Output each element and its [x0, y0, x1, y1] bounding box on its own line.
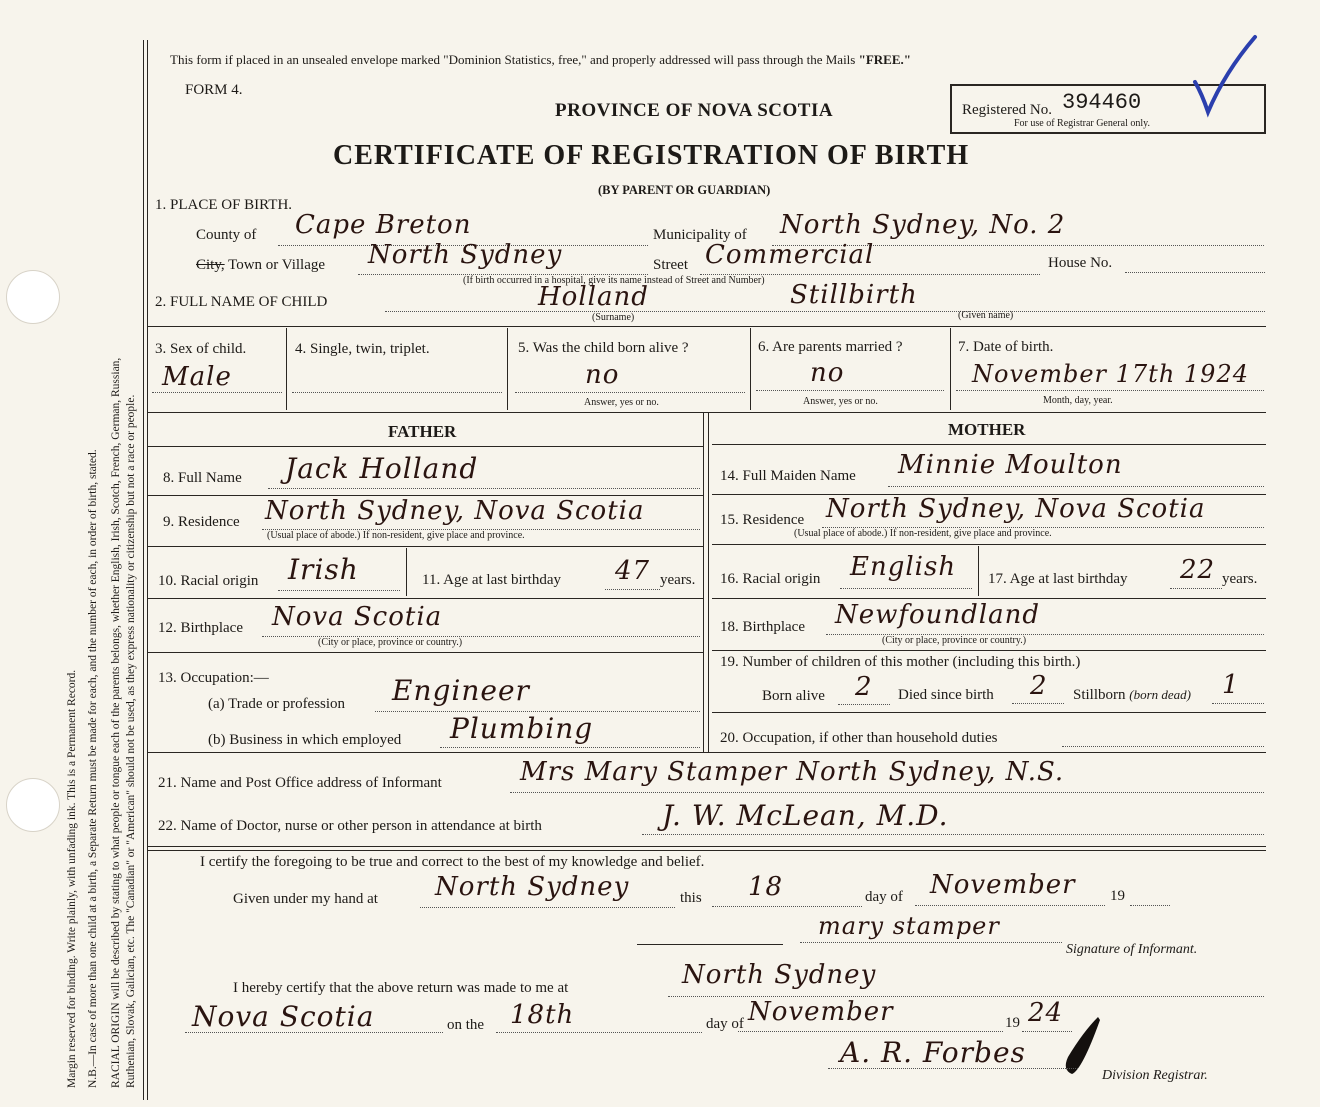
- registrar-place-value: North Sydney: [682, 960, 877, 990]
- hospital-note: (If birth occurred in a hospital, give its name instead of Street and Number): [463, 275, 765, 286]
- mother-age-label: 17. Age at last birthday: [988, 571, 1128, 587]
- registrar-province-value: Nova Scotia: [192, 1000, 375, 1033]
- parents-married-caption: Answer, yes or no.: [803, 396, 878, 407]
- father-name-value: Jack Holland: [285, 452, 479, 485]
- father-residence-caption: (Usual place of abode.) If non-resident, give place and province.: [267, 530, 525, 541]
- check-mark-icon: [1190, 32, 1260, 122]
- county-label: County of: [196, 227, 257, 243]
- given-name-caption: (Given name): [958, 310, 1014, 321]
- mother-name-value: Minnie Moulton: [898, 450, 1123, 480]
- business-value: Plumbing: [450, 712, 594, 745]
- mother-birthplace-label: 18. Birthplace: [720, 619, 805, 635]
- informant-label: 21. Name and Post Office address of Informant: [158, 775, 442, 791]
- date-of-birth-value: November 17th 1924: [972, 360, 1249, 388]
- father-racial-label: 10. Racial origin: [158, 573, 259, 589]
- mother-residence-value: North Sydney, Nova Scotia: [826, 494, 1206, 524]
- father-heading: FATHER: [388, 422, 457, 441]
- father-birthplace-value: Nova Scotia: [272, 602, 443, 632]
- trade-value: Engineer: [392, 674, 530, 707]
- child-surname: Holland: [538, 282, 649, 312]
- registrar-statement: I hereby certify that the above return was made to me at: [233, 980, 569, 996]
- born-alive-count-label: Born alive: [762, 688, 825, 704]
- father-residence-value: North Sydney, Nova Scotia: [265, 496, 645, 526]
- house-number-label: House No.: [1048, 255, 1113, 271]
- registrar-year-prefix: 19: [1005, 1015, 1020, 1031]
- given-month-value: November: [930, 870, 1076, 900]
- margin-note-multiple-births: N.B.—In case of more than one child at a birth, a Separate Return must be made for each, and the number of each, in order of birth, stated.: [87, 449, 99, 1088]
- stillborn-label: Stillborn (born dead): [1073, 687, 1192, 703]
- registrar-year-suffix: 24: [1028, 998, 1064, 1028]
- place-of-birth-heading: 1. PLACE OF BIRTH.: [155, 197, 293, 213]
- mother-heading: MOTHER: [948, 420, 1026, 439]
- mother-age-value: 22: [1180, 555, 1216, 585]
- informant-signature-caption: Signature of Informant.: [1066, 942, 1198, 957]
- registrar-day-of-label: day of: [706, 1016, 744, 1032]
- mother-name-label: 14. Full Maiden Name: [720, 468, 856, 484]
- certify-statement: I certify the foregoing to be true and correct to the best of my knowledge and belief.: [200, 854, 705, 870]
- certificate-title: CERTIFICATE OF REGISTRATION OF BIRTH: [333, 140, 970, 171]
- registrar-caption: Division Registrar.: [1102, 1068, 1208, 1083]
- margin-note-racial-origin-cont: Ruthenian, Slovak, Galician, etc. The "Canadian" or "American" should not be used, as they express nationality or citizenship but not a race or people.: [125, 394, 137, 1088]
- business-label: (b) Business in which employed: [208, 732, 402, 748]
- given-day-value: 18: [748, 872, 784, 902]
- doctor-value: J. W. McLean, M.D.: [662, 799, 949, 832]
- certificate-subtitle: (BY PARENT OR GUARDIAN): [598, 183, 771, 197]
- punch-hole-top: [6, 270, 60, 324]
- town-value: North Sydney: [368, 240, 563, 270]
- born-alive-caption: Answer, yes or no.: [584, 397, 659, 408]
- doctor-label: 22. Name of Doctor, nurse or other person in attendance at birth: [158, 818, 542, 834]
- street-value: Commercial: [705, 240, 875, 270]
- mother-occupation-label: 20. Occupation, if other than household duties: [720, 730, 998, 746]
- died-since-birth-value: 2: [1030, 671, 1048, 701]
- sex-label: 3. Sex of child.: [155, 341, 247, 357]
- frame-left-rule-2: [147, 40, 148, 1100]
- parents-married-label: 6. Are parents married ?: [758, 339, 903, 355]
- mother-birthplace-caption: (City or place, province or country.): [882, 635, 1027, 646]
- trade-label: (a) Trade or profession: [208, 696, 346, 712]
- given-day-of-label: day of: [865, 889, 903, 905]
- municipality-label: Municipality of: [653, 227, 747, 243]
- full-name-label: 2. FULL NAME OF CHILD: [155, 294, 328, 310]
- registrar-note: For use of Registrar General only.: [1014, 118, 1150, 129]
- single-twin-label: 4. Single, twin, triplet.: [295, 341, 430, 357]
- mother-racial-value: English: [850, 552, 957, 582]
- father-age-value: 47: [615, 556, 651, 586]
- registrar-signature: A. R. Forbes: [840, 1036, 1026, 1069]
- father-birthplace-caption: (City or place, province or country.): [318, 637, 463, 648]
- informant-value: Mrs Mary Stamper North Sydney, N.S.: [520, 757, 1065, 787]
- given-under-hand-label: Given under my hand at: [233, 891, 378, 907]
- mail-notice: This form if placed in an unsealed envelope marked "Dominion Statistics, free," and properly addressed will pass through the Mails "FREE.": [170, 52, 911, 67]
- municipality-value: North Sydney, No. 2: [780, 210, 1066, 240]
- province-heading: PROVINCE OF NOVA SCOTIA: [555, 100, 834, 121]
- margin-note-racial-origin: RACIAL ORIGIN will be described by stating to what people or tongue each of the parents belongs, whether English, Irish, Scotch, French, German, Russian,: [110, 357, 122, 1088]
- on-the-label: on the: [447, 1017, 485, 1033]
- children-count-label: 19. Number of children of this mother (including this birth.): [720, 654, 1081, 670]
- father-name-label: 8. Full Name: [163, 470, 242, 486]
- punch-hole-bottom: [6, 778, 60, 832]
- date-of-birth-label: 7. Date of birth.: [958, 339, 1054, 355]
- father-birthplace-label: 12. Birthplace: [158, 620, 243, 636]
- born-alive-count-value: 2: [855, 672, 873, 702]
- date-of-birth-caption: Month, day, year.: [1043, 395, 1113, 406]
- town-label: City, Town or Village: [196, 257, 326, 273]
- frame-left-rule: [143, 40, 144, 1100]
- informant-signature: mary stamper: [818, 912, 1000, 940]
- born-alive-value: no: [585, 360, 620, 390]
- street-label: Street: [653, 257, 688, 273]
- given-place-value: North Sydney: [435, 872, 630, 902]
- father-age-label: 11. Age at last birthday: [422, 572, 561, 588]
- registrar-month-value: November: [748, 997, 894, 1027]
- form-number: FORM 4.: [185, 82, 243, 98]
- sex-value: Male: [162, 362, 232, 392]
- father-occupation-label: 13. Occupation:—: [158, 670, 269, 686]
- registered-label: Registered No.: [962, 102, 1052, 118]
- born-alive-label: 5. Was the child born alive ?: [518, 340, 689, 356]
- margin-note-binding: Margin reserved for binding. Write plainly, with unfading ink. This is a Permanent Record.: [66, 669, 78, 1088]
- mother-racial-label: 16. Racial origin: [720, 571, 821, 587]
- father-residence-label: 9. Residence: [163, 514, 240, 530]
- ink-blot-icon: [1038, 1012, 1108, 1082]
- registrar-day-value: 18th: [510, 1000, 575, 1030]
- given-year-prefix: 19: [1110, 888, 1125, 904]
- mother-residence-label: 15. Residence: [720, 512, 805, 528]
- mother-age-suffix: years.: [1222, 571, 1258, 587]
- parents-married-value: no: [810, 358, 845, 388]
- surname-caption: (Surname): [592, 312, 635, 323]
- mother-birthplace-value: Newfoundland: [835, 600, 1041, 630]
- father-age-suffix: years.: [660, 572, 696, 588]
- died-since-birth-label: Died since birth: [898, 687, 994, 703]
- father-racial-value: Irish: [288, 553, 359, 586]
- child-given-name: Stillbirth: [790, 280, 918, 310]
- this-label: this: [680, 890, 702, 906]
- mother-residence-caption: (Usual place of abode.) If non-resident, give place and province.: [794, 528, 1052, 539]
- registered-number: 394460: [1062, 90, 1142, 115]
- stillborn-value: 1: [1222, 670, 1240, 700]
- county-value: Cape Breton: [295, 210, 472, 240]
